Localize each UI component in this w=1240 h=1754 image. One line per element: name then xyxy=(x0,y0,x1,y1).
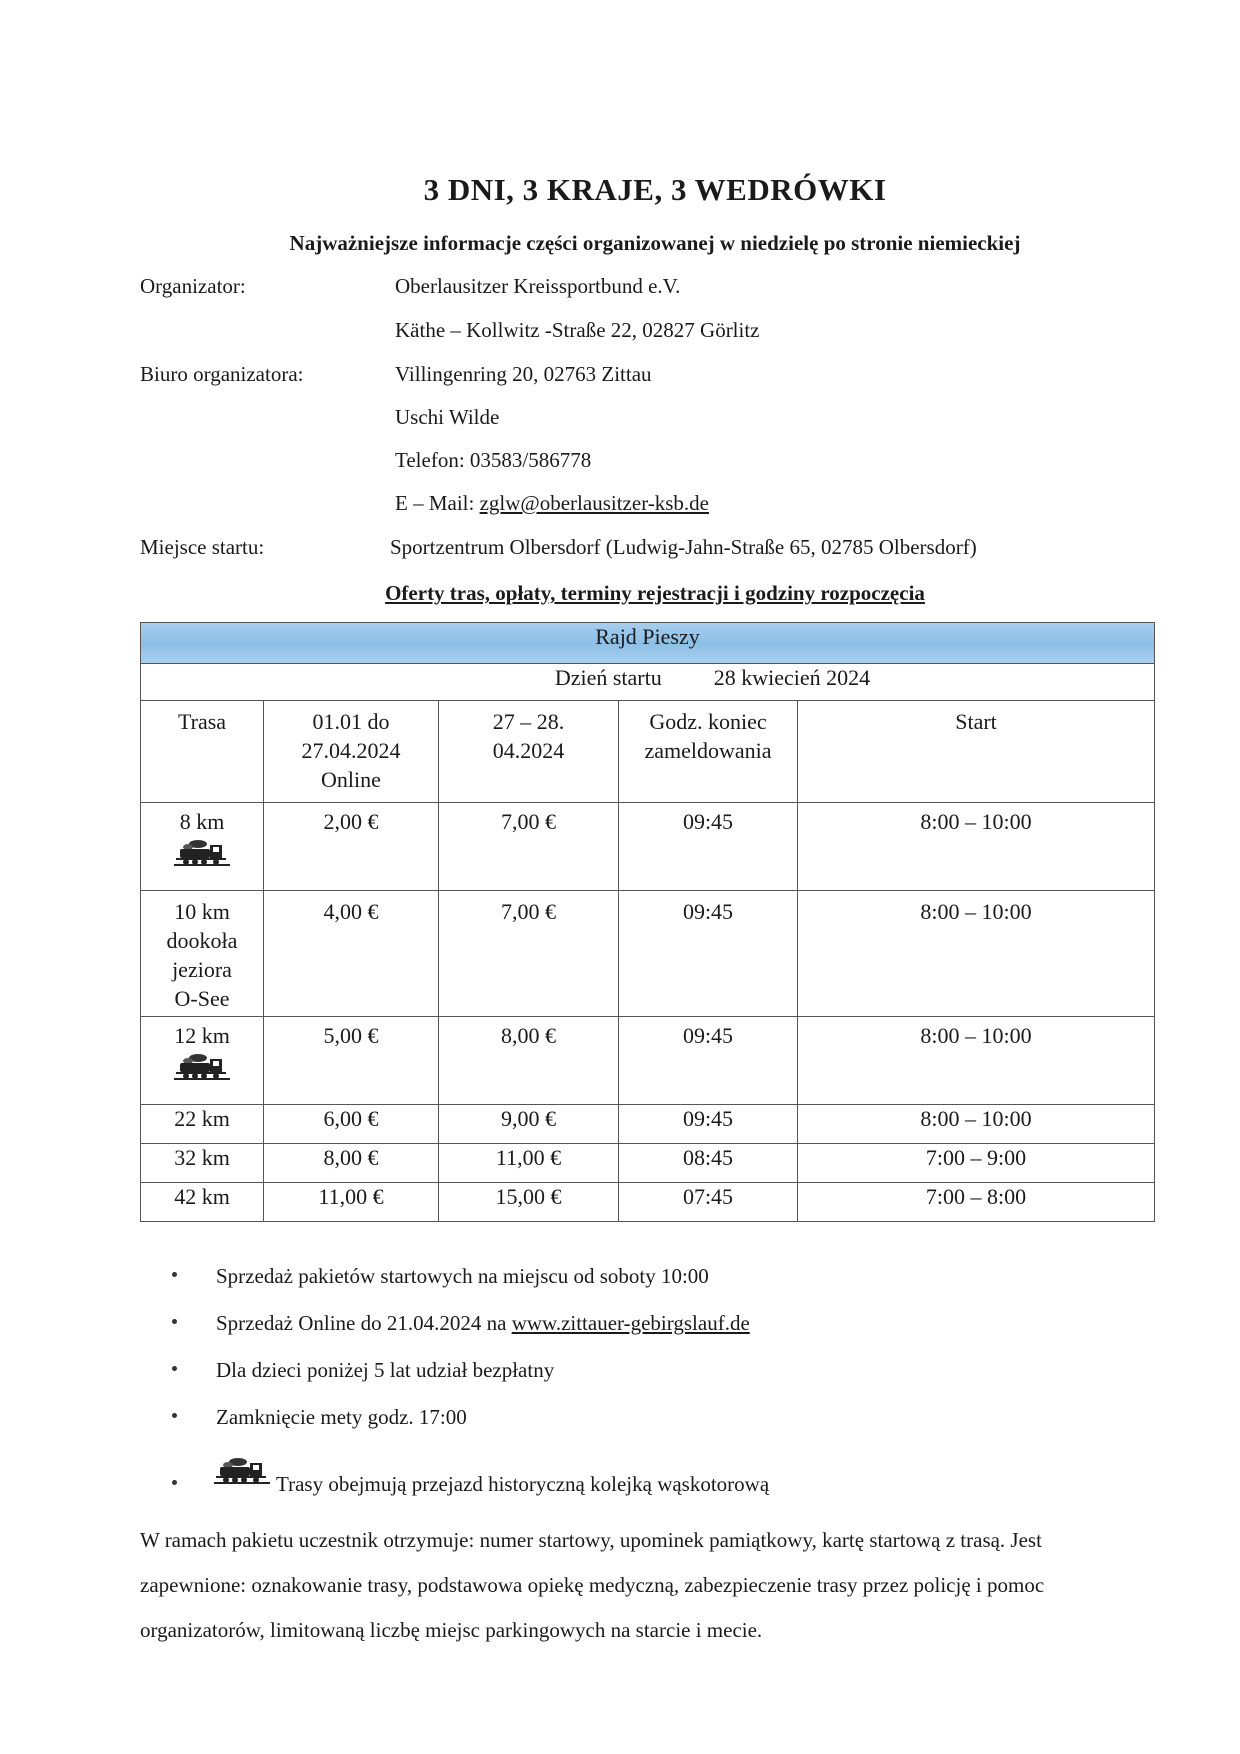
phone-number: Telefon: 03583/586778 xyxy=(395,448,592,472)
onsite-fee-cell: 7,00 € xyxy=(439,803,619,891)
onsite-fee-cell: 7,00 € xyxy=(439,891,619,1017)
offers-heading: Oferty tras, opłaty, terminy rejestracji i godziny rozpoczęcia xyxy=(385,581,925,605)
checkin-cell: 07:45 xyxy=(619,1183,798,1222)
route-cell: 22 km xyxy=(141,1105,264,1144)
table-title: Rajd Pieszy xyxy=(141,623,1155,664)
route-cell: 32 km xyxy=(141,1144,264,1183)
page-title: 3 DNI, 3 KRAJE, 3 WEDRÓWKI xyxy=(423,172,887,207)
start-cell: 8:00 – 10:00 xyxy=(798,803,1155,891)
contact-person: Uschi Wilde xyxy=(395,405,500,429)
header-route: Trasa xyxy=(141,701,264,803)
email-prefix: E – Mail: xyxy=(395,491,475,515)
package-description: W ramach pakietu uczestnik otrzymuje: numer startowy, upominek pamiątkowy, kartę startową z trasą. Jest zapewnione: oznakowanie trasy, podstawowa opiekę medyczną, zabezpieczenie trasy przez policję i pomoc organizatorów, limitowaną liczbę miejsc parkingowych na starcie i mecie. xyxy=(140,1528,1045,1642)
fees-table xyxy=(140,622,1154,1222)
online-fee-cell: 4,00 € xyxy=(264,891,439,1017)
online-sale-link[interactable]: www.zittauer-gebirgslauf.de xyxy=(511,1311,750,1335)
email-link[interactable]: zglw@oberlausitzer-ksb.de xyxy=(479,491,709,515)
onsite-fee-cell: 15,00 € xyxy=(439,1183,619,1222)
start-day-value: 28 kwiecień 2024 xyxy=(713,665,871,690)
start-cell: 8:00 – 10:00 xyxy=(798,1017,1155,1105)
bullet-dot xyxy=(172,1413,177,1418)
checkin-cell: 08:45 xyxy=(619,1144,798,1183)
checkin-cell: 09:45 xyxy=(619,1105,798,1144)
subtitle: Najważniejsze informacje części organizowanej w niedzielę po stronie niemieckiej xyxy=(289,231,1021,255)
online-fee-cell: 2,00 € xyxy=(264,803,439,891)
bullet-dot xyxy=(172,1272,177,1277)
table-header-row xyxy=(141,701,1155,803)
online-fee-cell: 5,00 € xyxy=(264,1017,439,1105)
onsite-fee-cell: 11,00 € xyxy=(439,1144,619,1183)
start-cell: 7:00 – 9:00 xyxy=(798,1144,1155,1183)
table-row xyxy=(141,1144,1155,1183)
route-cell: 42 km xyxy=(141,1183,264,1222)
onsite-fee-cell: 8,00 € xyxy=(439,1017,619,1105)
table-row xyxy=(141,1183,1155,1222)
steam-train-icon xyxy=(214,1456,270,1486)
steam-train-icon xyxy=(174,1053,230,1081)
start-label: Miejsce startu: xyxy=(140,535,265,559)
table-row xyxy=(141,803,1155,891)
header-start: Start xyxy=(798,701,1155,803)
header-checkin: Godz. koniec zameldowania xyxy=(619,701,798,803)
start-cell: 8:00 – 10:00 xyxy=(798,891,1155,1017)
route-cell: 12 km xyxy=(141,1017,264,1105)
onsite-fee-cell: 9,00 € xyxy=(439,1105,619,1144)
bullet-dot xyxy=(172,1366,177,1371)
bullet-dot xyxy=(172,1480,177,1485)
checkin-cell: 09:45 xyxy=(619,1017,798,1105)
start-cell: 7:00 – 8:00 xyxy=(798,1183,1155,1222)
start-cell: 8:00 – 10:00 xyxy=(798,1105,1155,1144)
header-onsite: 27 – 28. 04.2024 xyxy=(439,701,619,803)
start-day-label: Dzień startu xyxy=(554,665,662,690)
online-fee-cell: 8,00 € xyxy=(264,1144,439,1183)
organizer-label: Organizator: xyxy=(140,274,246,298)
organizer-address: Käthe – Kollwitz -Straße 22, 02827 Görlitz xyxy=(395,318,760,342)
checkin-cell: 09:45 xyxy=(619,803,798,891)
header-online: 01.01 do 27.04.2024 Online xyxy=(264,701,439,803)
online-fee-cell: 11,00 € xyxy=(264,1183,439,1222)
organizer-name: Oberlausitzer Kreissportbund e.V. xyxy=(395,274,681,298)
route-cell: 8 km xyxy=(141,803,264,891)
office-label: Biuro organizatora: xyxy=(140,362,304,386)
table-row xyxy=(141,1017,1155,1105)
bullet-dot xyxy=(172,1319,177,1324)
table-row xyxy=(141,891,1155,1017)
steam-train-icon xyxy=(174,839,230,867)
office-address: Villingenring 20, 02763 Zittau xyxy=(395,362,652,386)
online-fee-cell: 6,00 € xyxy=(264,1105,439,1144)
start-place: Sportzentrum Olbersdorf (Ludwig-Jahn-Straße 65, 02785 Olbersdorf) xyxy=(390,535,977,559)
table-row xyxy=(141,1105,1155,1144)
email-line xyxy=(395,491,709,516)
checkin-cell: 09:45 xyxy=(619,891,798,1017)
route-cell: 10 km dookoła jeziora O-See xyxy=(141,891,264,1017)
